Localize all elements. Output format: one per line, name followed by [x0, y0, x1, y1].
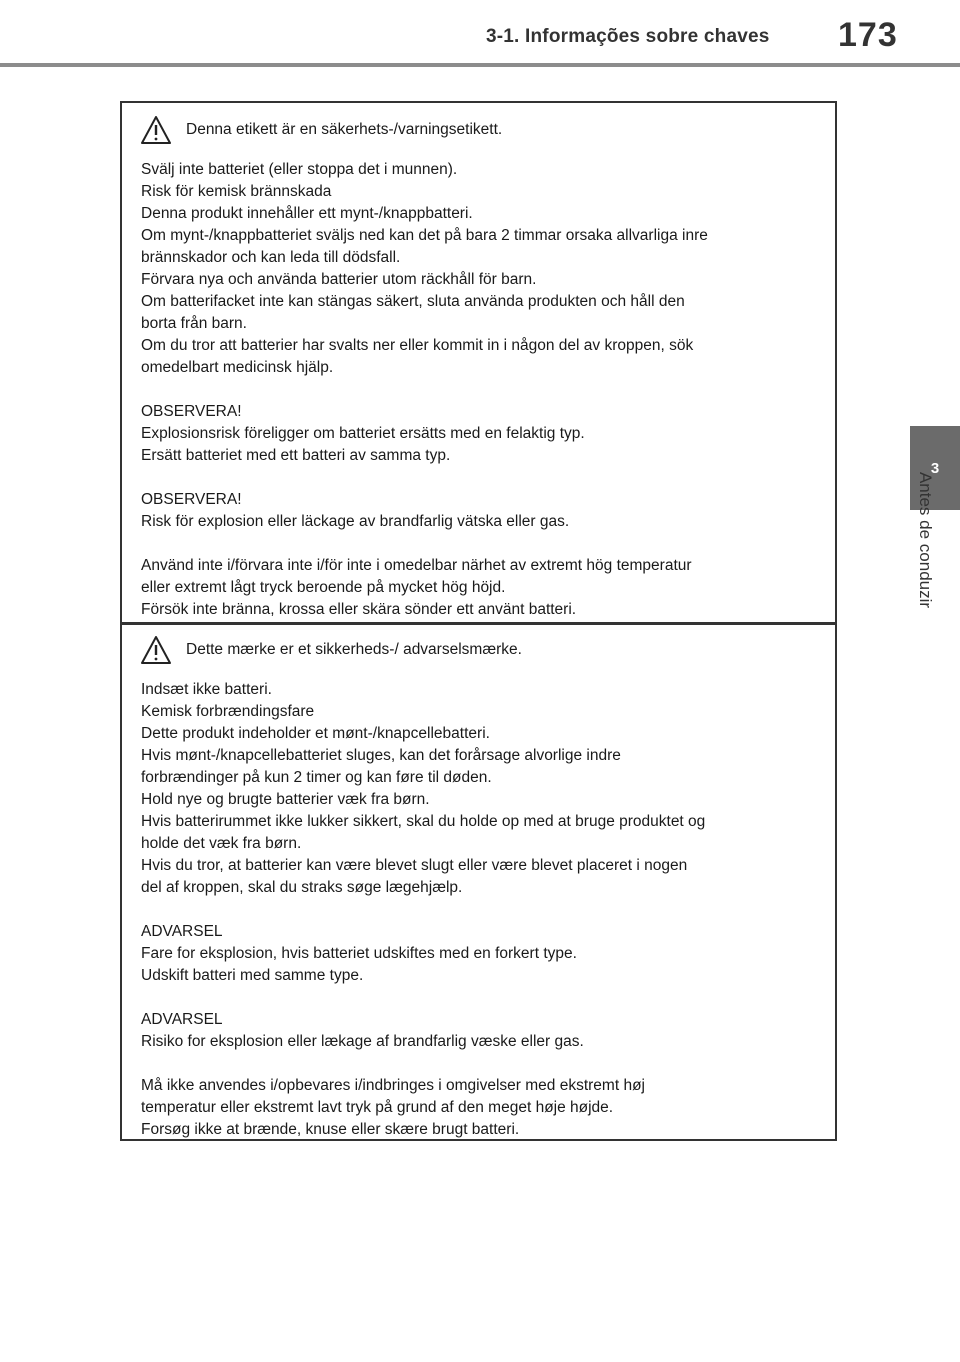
text-line: Kemisk forbrændingsfare	[141, 703, 315, 720]
swedish-warning-section	[122, 103, 835, 623]
text-line: Förvara nya och använda batterier utom räckhåll för barn.	[141, 271, 537, 288]
paragraph	[141, 1009, 831, 1053]
swedish-heading-row	[140, 113, 502, 147]
text-line: eller extremt lågt tryck beroende på mycket hög höjd.	[141, 579, 506, 596]
paragraph	[141, 401, 831, 467]
swedish-body-text	[141, 159, 831, 621]
text-line: omedelbart medicinsk hjälp.	[141, 359, 334, 376]
paragraph	[141, 679, 831, 899]
text-line: OBSERVERA!	[141, 403, 242, 420]
text-line: Hvis du tror, at batterier kan være blevet slugt eller være blevet placeret i nogen	[141, 857, 688, 874]
danish-body-text	[141, 679, 831, 1141]
text-line: Indsæt ikke batteri.	[141, 681, 272, 698]
danish-heading: Dette mærke er et sikkerheds-/ advarselsmærke.	[186, 641, 522, 658]
text-line: Risk för explosion eller läckage av brandfarlig vätska eller gas.	[141, 513, 570, 530]
paragraph	[141, 159, 831, 379]
text-line: Risiko for eksplosion eller lækage af brandfarlig væske eller gas.	[141, 1033, 584, 1050]
swedish-heading: Denna etikett är en säkerhets-/varningsetikett.	[186, 121, 503, 138]
text-line: Hold nye og brugte batterier væk fra børn.	[141, 791, 430, 808]
text-line: Må ikke anvendes i/opbevares i/indbringes i omgivelser med ekstremt høj	[141, 1077, 645, 1094]
text-line: Dette produkt indeholder et mønt-/knapcellebatteri.	[141, 725, 490, 742]
page-number: 173	[838, 16, 898, 54]
text-line: Forsøg ikke at brænde, knuse eller skære brugt batteri.	[141, 1121, 520, 1138]
text-line: Ersätt batteriet med ett batteri av samma typ.	[141, 447, 451, 464]
text-line: brännskador och kan leda till dödsfall.	[141, 249, 401, 266]
text-line: temperatur eller ekstremt lavt tryk på grund af den meget høje højde.	[141, 1099, 614, 1116]
battery-warning-label	[120, 101, 837, 1141]
chapter-title: Antes de conduzir	[916, 471, 935, 609]
text-line: Hvis mønt-/knapcellebatteriet sluges, kan det forårsage alvorlige indre	[141, 747, 621, 764]
text-line: OBSERVERA!	[141, 491, 242, 508]
paragraph	[141, 1075, 831, 1141]
paragraph	[141, 555, 831, 621]
text-line: Svälj inte batteriet (eller stoppa det i munnen).	[141, 161, 458, 178]
text-line: holde det væk fra børn.	[141, 835, 302, 852]
text-line: ADVARSEL	[141, 923, 223, 940]
paragraph	[141, 921, 831, 987]
danish-warning-section	[122, 623, 835, 1139]
text-line: Om mynt-/knappbatteriet sväljs ned kan det på bara 2 timmar orsaka allvarliga inre	[141, 227, 708, 244]
text-line: Använd inte i/förvara inte i/för inte i omedelbar närhet av extremt hög temperatur	[141, 557, 692, 574]
text-line: Explosionsrisk föreligger om batteriet ersätts med en felaktig typ.	[141, 425, 585, 442]
text-line: Om batterifacket inte kan stängas säkert, sluta använda produkten och håll den	[141, 293, 685, 310]
chapter-number: 3	[930, 459, 940, 477]
text-line: Försök inte bränna, krossa eller skära sönder ett använt batteri.	[141, 601, 577, 618]
text-line: Fare for eksplosion, hvis batteriet udskiftes med en forkert type.	[141, 945, 577, 962]
section-title: 3-1. Informações sobre chaves	[486, 26, 770, 47]
paragraph	[141, 489, 831, 533]
warning-triangle-icon	[140, 115, 172, 145]
text-line: borta från barn.	[141, 315, 247, 332]
text-line: Risk för kemisk brännskada	[141, 183, 332, 200]
text-line: Udskift batteri med samme type.	[141, 967, 364, 984]
danish-heading-row	[140, 633, 522, 667]
text-line: Om du tror att batterier har svalts ner eller kommit in i någon del av kroppen, sök	[141, 337, 694, 354]
text-line: Hvis batterirummet ikke lukker sikkert, skal du holde op med at bruge produktet og	[141, 813, 706, 830]
text-line: ADVARSEL	[141, 1011, 223, 1028]
header-divider	[0, 63, 960, 67]
text-line: del af kroppen, skal du straks søge lægehjælp.	[141, 879, 463, 896]
warning-triangle-icon	[140, 635, 172, 665]
text-line: forbrændinger på kun 2 timer og kan føre til døden.	[141, 769, 492, 786]
text-line: Denna produkt innehåller ett mynt-/knappbatteri.	[141, 205, 473, 222]
